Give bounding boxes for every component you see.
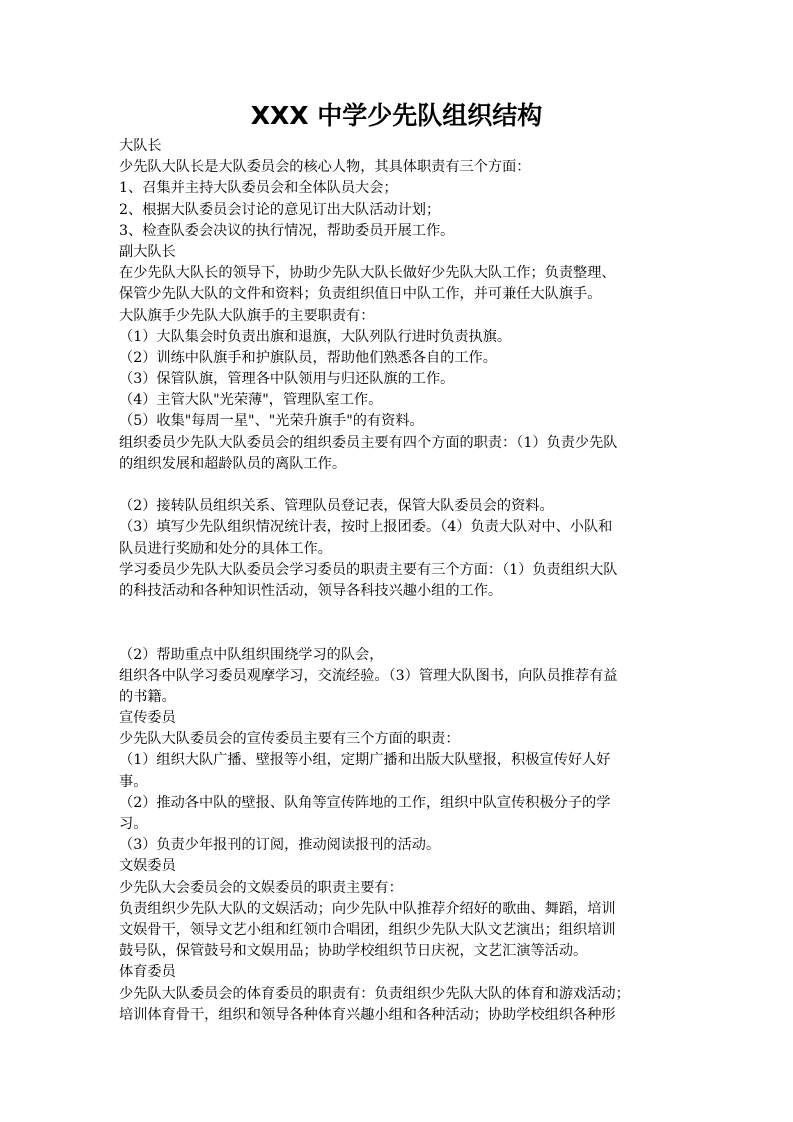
text-line: 文娱骨干，领导文艺小组和红领巾合唱团，组织少先队大队文艺演出；组织培训 [119, 921, 616, 938]
text-line: 在少先队大队长的领导下，协助少先队大队长做好少先队大队工作；负责整理、 [119, 265, 616, 282]
text-line: 大队旗手少先队大队旗手的主要职责有： [119, 307, 375, 324]
blank-line [119, 623, 684, 644]
blank-line [119, 602, 684, 623]
text-line: 保管少先队大队的文件和资料；负责组织值日中队工作，并可兼任大队旗手。 [119, 286, 602, 303]
text-line: （2）推动各中队的壁报、队角等宣传阵地的工作，组织中队宣传积极分子的学 [119, 794, 611, 811]
document-title: XXX 中学少先队组织结构 [250, 101, 543, 130]
text-line: （2）帮助重点中队组织围绕学习的队会， [119, 646, 384, 663]
text-line: （3）填写少先队组织情况统计表，按时上报团委。（4）负责大队对中、小队和 [119, 519, 613, 536]
text-line: （3）保管队旗，管理各中队领用与归还队旗的工作。 [119, 371, 455, 388]
text-line: （5）收集"每周一星"、"光荣升旗手"的有资料。 [119, 413, 424, 430]
text-line: 培训体育骨干，组织和领导各种体育兴趣小组和各种活动；协助学校组织各种形 [119, 1006, 616, 1023]
text-line: 队员进行奖励和处分的具体工作。 [119, 540, 332, 557]
text-line: 事。 [119, 773, 148, 790]
text-line: （2）接转队员组织关系、管理队员登记表，保管大队委员会的资料。 [119, 498, 554, 515]
text-line: 的科技活动和各种知识性活动，领导各科技兴趣小组的工作。 [119, 582, 503, 599]
text-line: 的组织发展和超龄队员的离队工作。 [119, 455, 347, 472]
text-line: 宣传委员 [119, 710, 176, 727]
text-line: 副大队长 [119, 243, 176, 260]
text-line: 少先队大队长是大队委员会的核心人物，其具体职责有三个方面： [119, 159, 531, 176]
text-line: （1）大队集会时负责出旗和退旗，大队列队行进时负责执旗。 [119, 328, 512, 345]
text-line: 大队长 [119, 138, 162, 154]
text-line: （1）组织大队广播、壁报等小组，定期广播和出版大队壁报，积极宣传好人好 [119, 752, 611, 769]
text-line: （3）负责少年报刊的订阅，推动阅读报刊的活动。 [119, 837, 441, 854]
document-body [119, 136, 684, 1026]
text-line: 组织委员少先队大队委员会的组织委员主要有四个方面的职责：（1）负责少先队 [119, 434, 618, 451]
text-line: 少先队大队委员会的宣传委员主要有三个方面的职责： [119, 731, 460, 748]
text-line: 文娱委员 [119, 858, 176, 875]
text-line: 学习委员少先队大队委员会学习委员的职责主要有三个方面：（1）负责组织大队 [119, 561, 618, 578]
text-line: 组织各中队学习委员观摩学习，交流经验。（3）管理大队图书，向队员推荐有益 [119, 667, 618, 684]
text-line: 负责组织少先队大队的文娱活动；向少先队中队推荐介绍好的歌曲、舞蹈，培训 [119, 900, 616, 917]
text-line: （4）主管大队"光荣薄"，管理队室工作。 [119, 392, 383, 409]
text-line: 3、检查队委会决议的执行情况，帮助委员开展工作。 [119, 222, 455, 239]
text-line: 少先队大队委员会的体育委员的职责有：负责组织少先队大队的体育和游戏活动； [119, 985, 630, 1002]
text-line: 1、召集并主持大队委员会和全体队员大会； [119, 180, 398, 197]
blank-line [119, 475, 684, 496]
text-line: 少先队大会委员会的文娱委员的职责主要有： [119, 879, 403, 896]
text-line: 的书籍。 [119, 688, 176, 705]
text-line: 2、根据大队委员会讨论的意见订出大队活动计划； [119, 201, 441, 218]
text-line: 鼓号队，保管鼓号和文娱用品；协助学校组织节日庆祝，文艺汇演等活动。 [119, 943, 588, 960]
text-line: （2）训练中队旗手和护旗队员，帮助他们熟悉各自的工作。 [119, 349, 497, 366]
text-line: 体育委员 [119, 964, 176, 981]
text-line: 习。 [119, 816, 148, 832]
